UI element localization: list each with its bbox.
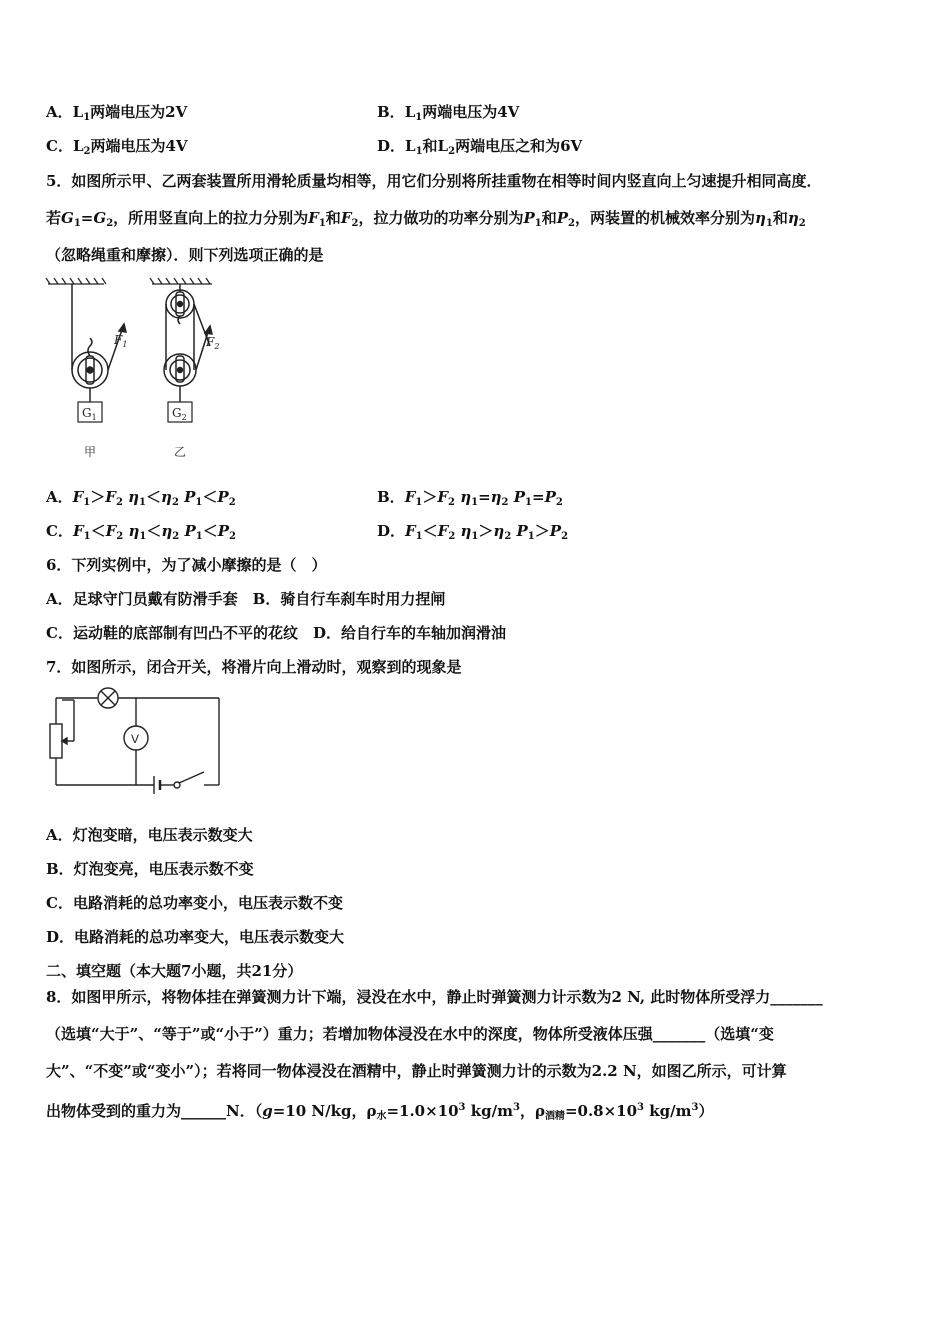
q6-options-cd: C．运动鞋的底部制有凹凸不平的花纹 D．给自行车的车轴加润滑油 — [46, 624, 506, 642]
q6-options-ab: A．足球守门员戴有防滑手套 B．骑自行车刹车时用力捏闸 — [46, 590, 446, 608]
q7-option-a: A．灯泡变暗，电压表示数变大 — [46, 826, 253, 844]
q4-option-b: B．$L_1$两端电压为4V — [377, 103, 520, 123]
q5-option-a: A．$F_1>F_2$ $\eta_1<\eta_2$ $P_1<P_2$ — [46, 488, 236, 508]
section-heading: 二、填空题（本大题7小题，共21分） — [46, 962, 303, 980]
ceiling-right — [150, 278, 212, 284]
q4-option-a: A．$L_1$两端电压为2V — [46, 103, 188, 123]
q4-option-d: D．$L_1$和$L_2$两端电压之和为6V — [377, 137, 583, 157]
q8-line4: 出物体受到的重力为______N．（g=10 N/kg，$\rho_水=1.0\times 10^3$ $kg/m^3$，$\rho_{酒精}=0.8\times 10^3$ $kg/m^3$） — [46, 1102, 714, 1122]
q5-option-c: C．$F_1<F_2$ $\eta_1<\eta_2$ $P_1<P_2$ — [46, 522, 236, 542]
q7-option-d: D．电路消耗的总功率变大，电压表示数变大 — [46, 928, 345, 946]
q4-option-c: C．$L_2$两端电压为4V — [46, 137, 188, 157]
q7-option-c: C．电路消耗的总功率变小，电压表示数不变 — [46, 894, 343, 912]
q7-option-b: B．灯泡变亮，电压表示数不变 — [46, 860, 254, 878]
q7-stem: 7．如图所示，闭合开关，将滑片向上滑动时，观察到的现象是 — [46, 658, 462, 676]
q8-line2: （选填“大于”、“等于”或“小于”）重力；若增加物体浸没在水中的深度，物体所受液体压强_______（选填“变 — [46, 1025, 774, 1043]
q5-stem-line2: 若$G_1=G_2$，所用竖直向上的拉力分别为$F_1$和$F_2$，拉力做功的功率分别为$P_1$和$P_2$，两装置的机械效率分别为$\eta_1$和$\eta_2$ — [46, 209, 806, 229]
q5-option-d: D．$F_1<F_2$ $\eta_1>\eta_2$ $P_1>P_2$ — [377, 522, 569, 542]
ceiling-left — [46, 278, 106, 284]
label-f1: $F_1$ — [114, 333, 128, 349]
label-yi: 乙 — [174, 445, 187, 459]
q5-stem-line1: 5．如图所示甲、乙两套装置所用滑轮质量均相等，用它们分别将所挂重物在相等时间内竖直向上匀速提升相同高度． — [46, 172, 822, 190]
label-jia: 甲 — [84, 445, 97, 459]
q8-line3: 大”、“不变”或“变小”）；若将同一物体浸没在酒精中，静止时弹簧测力计的示数为2.2 N，如图乙所示，可计算 — [46, 1062, 787, 1080]
label-g1: $G_1$ — [82, 406, 97, 422]
pulley-right — [164, 284, 212, 422]
voltmeter-label: V — [131, 732, 140, 746]
circuit-figure — [44, 686, 230, 798]
q5-option-b: B．$F_1>F_2$ $\eta_1=\eta_2$ $P_1=P_2$ — [377, 488, 563, 508]
q6-stem: 6．下列实例中，为了减小摩擦的是（ ） — [46, 556, 327, 574]
pulley-left — [72, 284, 126, 422]
label-g2: $G_2$ — [172, 406, 187, 422]
q8-line1: 8．如图甲所示，将物体挂在弹簧测力计下端，浸没在水中，静止时弹簧测力计示数为2 N, 此时物体所受浮力_______ — [46, 988, 823, 1006]
label-f2: $F_2$ — [206, 335, 220, 351]
q5-stem-line3: （忽略绳重和摩擦）．则下列选项正确的是 — [46, 246, 324, 264]
pulley-figure — [44, 276, 244, 466]
